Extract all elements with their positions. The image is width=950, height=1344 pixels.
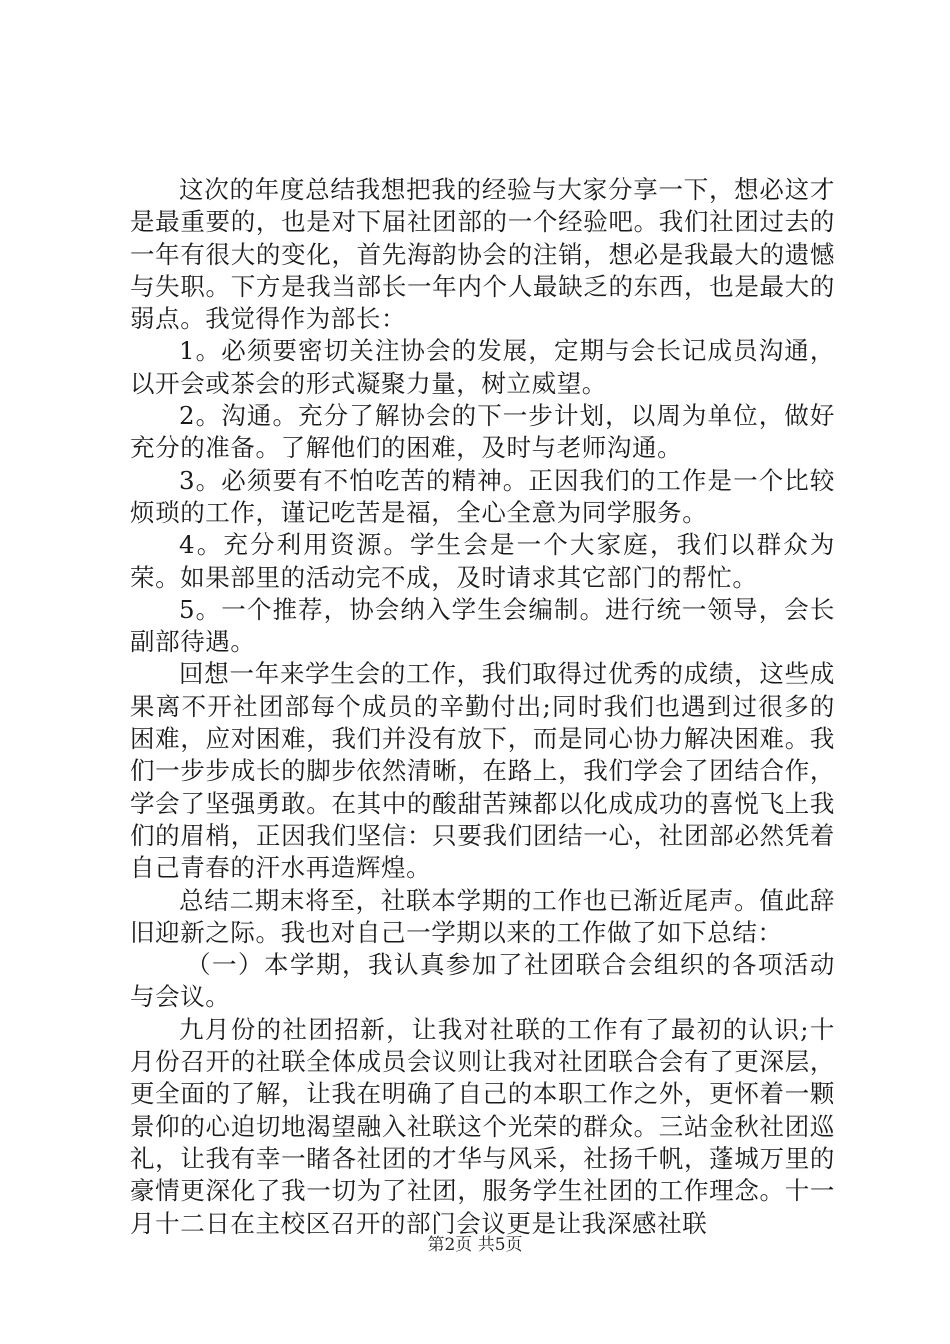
paragraph-item-2: 2。沟通。充分了解协会的下一步计划，以周为单位，做好充分的准备。了解他们的困难，及时与老师沟通。 [130, 401, 835, 463]
paragraph-review: 回想一年来学生会的工作，我们取得过优秀的成绩，这些成果离不开社团部每个成员的辛勤付出;同时我们也遇到过很多的困难，应对困难，我们并没有放下，而是同心协力解决困难。我们一步步成长的脚步依然清晰，在路上，我们学会了团结合作，学会了坚强勇敢。在其中的酸甜苦辣都以化成成功的喜悦飞上我们的眉梢，正因我们坚信：只要我们团结一心，社团部必然凭着自己青春的汗水再造辉煌。 [130, 659, 835, 883]
paragraph-section-one: （一）本学期，我认真参加了社团联合会组织的各项活动与会议。 [130, 950, 835, 1012]
document-body [130, 174, 835, 1240]
paragraph-intro: 这次的年度总结我想把我的经验与大家分享一下，想必这才是最重要的，也是对下届社团部的一个经验吧。我们社团过去的一年有很大的变化，首先海韵协会的注销，想必是我最大的遗憾与失职。下方是我当部长一年内个人最缺乏的东西，也是最大的弱点。我觉得作为部长： [130, 175, 835, 334]
page-footer: 第2页 共5页 [427, 1235, 523, 1255]
paragraph-item-1: 1。必须要密切关注协会的发展，定期与会长记成员沟通，以开会或茶会的形式凝聚力量，树立威望。 [130, 336, 835, 398]
paragraph-summary-intro: 总结二期末将至，社联本学期的工作也已渐近尾声。值此辞旧迎新之际。我也对自己一学期以来的工作做了如下总结： [130, 885, 835, 947]
paragraph-item-5: 5。一个推荐，协会纳入学生会编制。进行统一领导，会长副部待遇。 [130, 594, 835, 657]
paragraph-item-3: 3。必须要有不怕吃苦的精神。正因我们的工作是一个比较烦琐的工作，谨记吃苦是福，全心全意为同学服务。 [130, 465, 835, 527]
paragraph-item-4: 4。充分利用资源。学生会是一个大家庭，我们以群众为荣。如果部里的活动完不成，及时请求其它部门的帮忙。 [130, 530, 835, 592]
paragraph-september: 九月份的社团招新，让我对社联的工作有了最初的认识;十月份召开的社联全体成员会议则让我对社团联合会有了更深层，更全面的了解，让我在明确了自己的本职工作之外，更怀着一颗景仰的心迫切地渴望融入社联这个光荣的群众。三站金秋社团巡礼，让我有幸一睹各社团的才华与风采，社扬千帆，蓬城万里的豪情更深化了我一切为了社团，服务学生社团的工作理念。十一月十二日在主校区召开的部门会议更是让我深感社联 [130, 1014, 835, 1238]
